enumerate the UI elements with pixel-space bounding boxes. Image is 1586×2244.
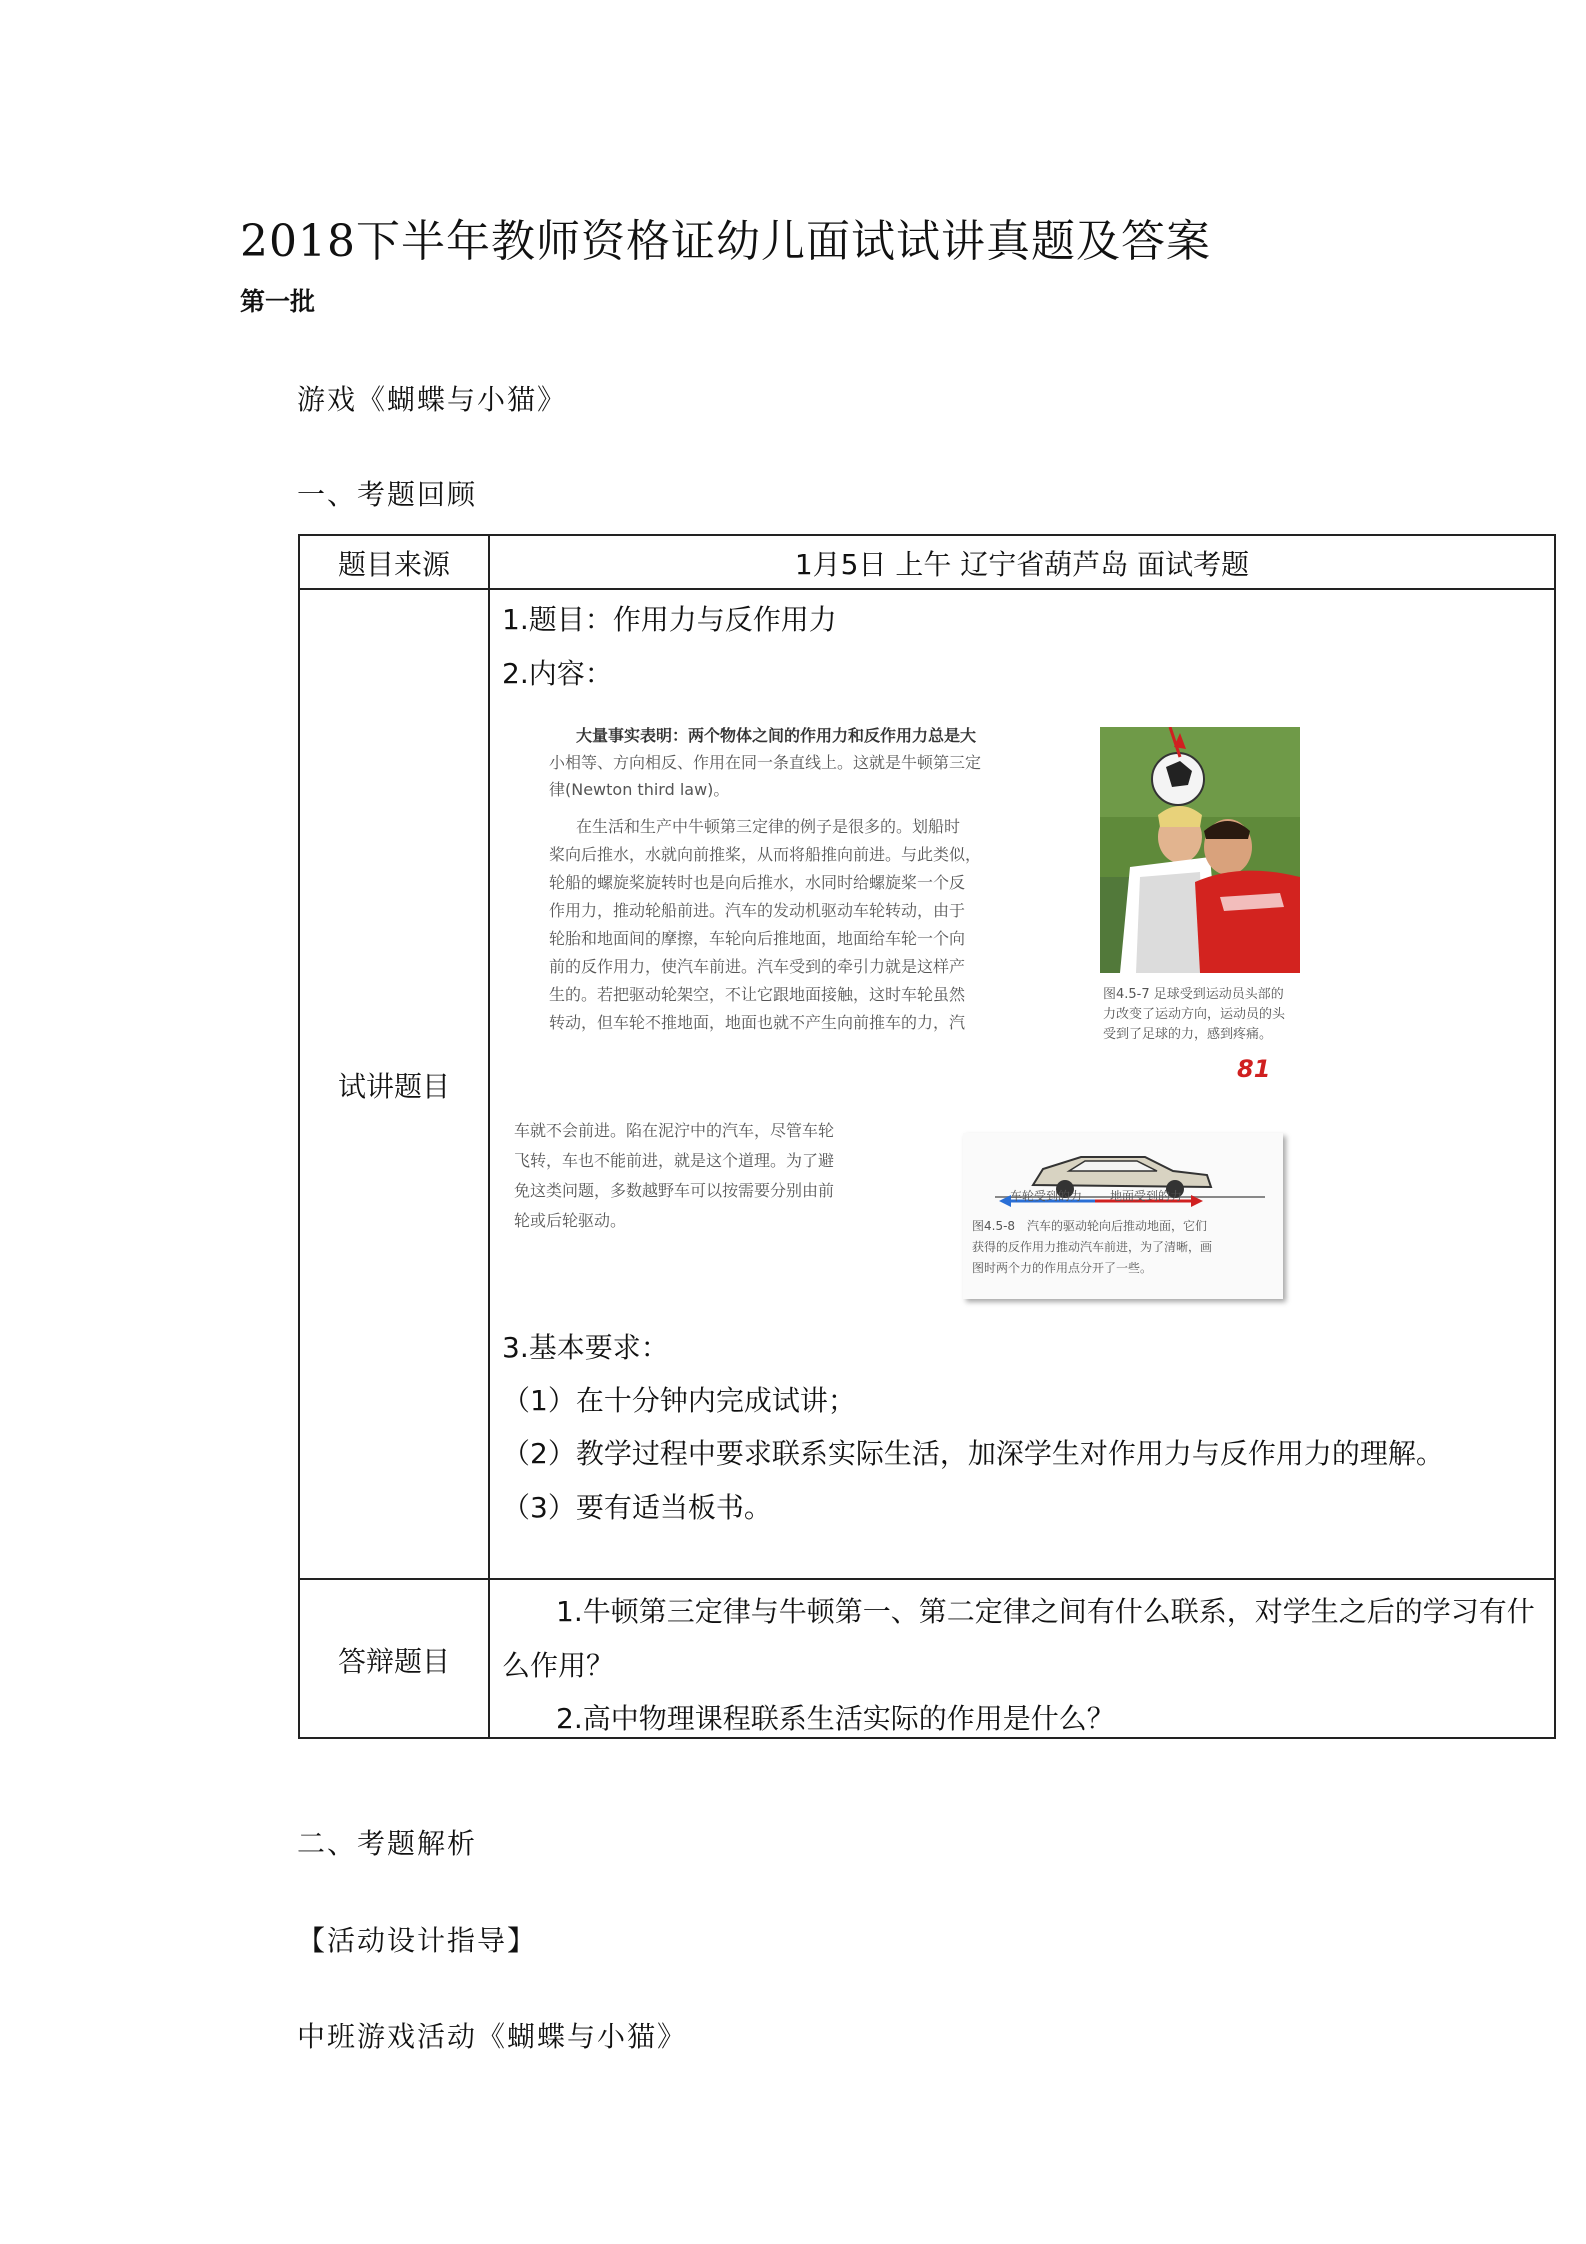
textbook-line: 飞转，车也不能前进，就是这个道理。为了避 <box>514 1151 835 1170</box>
requirements-label: 3.基本要求： <box>502 1331 669 1364</box>
lecture-topic: 1.题目：作用力与反作用力 <box>502 603 837 636</box>
textbook-page-number: 81 <box>1237 1055 1271 1083</box>
textbook-line: 作用力，推动轮船前进。汽车的发动机驱动车轮转动，由于 <box>549 901 966 920</box>
car-force-label: 车轮受到的力 <box>1010 1189 1083 1203</box>
game-title: 游戏《蝴蝶与小猫》 <box>297 383 568 416</box>
row-label-source: 题目来源 <box>337 548 450 581</box>
textbook-line: 在生活和生产中牛顿第三定律的例子是很多的。划船时 <box>576 817 961 836</box>
figure-caption: 受到了足球的力，感到疼痛。 <box>1103 1027 1273 1042</box>
guide-heading: 【活动设计指导】 <box>297 1924 538 1957</box>
defense-question: 2.高中物理课程联系生活实际的作用是什么？ <box>556 1702 1115 1735</box>
section-heading-review: 一、考题回顾 <box>297 478 478 511</box>
lecture-content-label: 2.内容： <box>502 657 613 690</box>
figure-caption: 力改变了运动方向，运动员的头 <box>1103 1007 1286 1022</box>
figure-caption: 图4.5-7 足球受到运动员头部的 <box>1103 987 1284 1002</box>
batch-label: 第一批 <box>240 287 316 316</box>
defense-question: 1.牛顿第三定律与牛顿第一、第二定律之间有什么联系，对学生之后的学习有什 <box>556 1595 1535 1628</box>
textbook-line: 小相等、方向相反、作用在同一条直线上。这就是牛顿第三定 <box>549 753 982 772</box>
textbook-line: 免这类问题，多数越野车可以按需要分别由前 <box>514 1181 835 1200</box>
figure-caption: 图时两个力的作用点分开了一些。 <box>972 1261 1153 1275</box>
textbook-line: 桨向后推水，水就向前推桨，从而将船推向前进。与此类似， <box>549 845 982 864</box>
table-border-right <box>1554 534 1556 1739</box>
figure-caption: 图4.5-8 汽车的驱动轮向后推动地面，它们 <box>972 1219 1208 1233</box>
source-value: 1月5日 上午 辽宁省葫芦岛 面试考题 <box>794 548 1250 581</box>
requirement-item: （2）教学过程中要求联系实际生活，加深学生对作用力与反作用力的理解。 <box>502 1437 1444 1470</box>
textbook-line: 轮胎和地面间的摩擦，车轮向后推地面，地面给车轮一个向 <box>549 929 966 948</box>
section-heading-analysis: 二、考题解析 <box>297 1827 478 1860</box>
textbook-line: 律(Newton third law)。 <box>549 780 730 799</box>
activity-title: 中班游戏活动《蝴蝶与小猫》 <box>297 2020 688 2053</box>
textbook-line <box>576 723 976 749</box>
requirement-item: （3）要有适当板书。 <box>502 1491 772 1524</box>
row-label-defense: 答辩题目 <box>337 1645 450 1678</box>
table-column-divider <box>488 534 490 1739</box>
page-title: 2018下半年教师资格证幼儿面试试讲真题及答案 <box>240 216 1211 267</box>
row-label-lecture: 试讲题目 <box>337 1070 450 1103</box>
ground-force-label: 地面受到的力 <box>1110 1189 1183 1203</box>
textbook-text: 大量事实表明：两个物体之间的作用力和反作用力总是大 <box>576 726 977 745</box>
table-border-left <box>298 534 300 1739</box>
textbook-line: 轮或后轮驱动。 <box>514 1211 627 1230</box>
table-divider <box>298 588 1556 590</box>
textbook-line: 车就不会前进。陷在泥泞中的汽车，尽管车轮 <box>514 1121 835 1140</box>
figure-caption: 获得的反作用力推动汽车前进，为了清晰，画 <box>972 1240 1213 1254</box>
soccer-header-photo <box>1100 727 1300 973</box>
table-border-top <box>298 534 1556 536</box>
textbook-line: 轮船的螺旋桨旋转时也是向后推水，水同时给螺旋桨一个反 <box>549 873 966 892</box>
requirement-item: （1）在十分钟内完成试讲； <box>502 1384 856 1417</box>
textbook-line: 生的。若把驱动轮架空，不让它跟地面接触，这时车轮虽然 <box>549 985 966 1004</box>
textbook-line: 转动，但车轮不推地面，地面也就不产生向前推车的力，汽 <box>549 1013 966 1032</box>
table-divider <box>298 1578 1556 1580</box>
defense-question: 么作用？ <box>502 1649 615 1682</box>
table-border-bottom <box>298 1737 1556 1739</box>
textbook-line: 前的反作用力，使汽车前进。汽车受到的牵引力就是这样产 <box>549 957 966 976</box>
